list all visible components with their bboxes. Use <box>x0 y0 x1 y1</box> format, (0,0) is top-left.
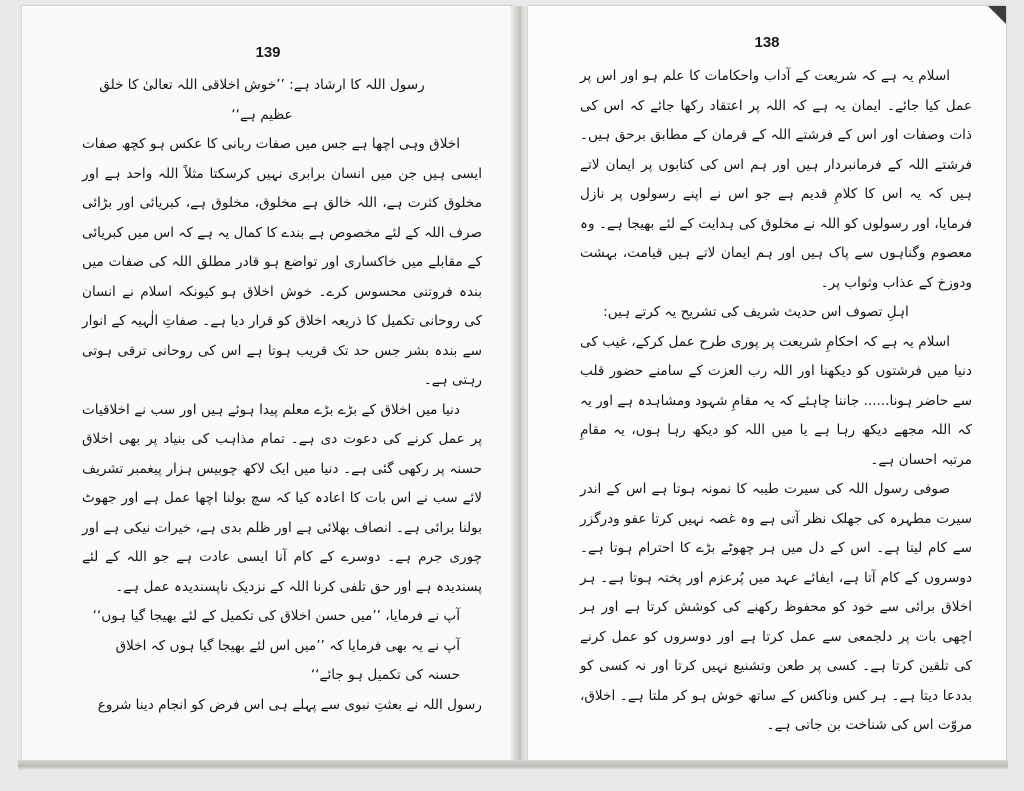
right-page-text <box>580 62 972 741</box>
quote: آپ نے فرمایا، ’’میں حسن اخلاق کی تکمیل کے لئے بھیجا گیا ہوں‘‘ <box>92 608 460 624</box>
page-number: 139 <box>255 44 281 61</box>
left-page <box>22 6 514 764</box>
paragraph: رسول اللہ کا ارشاد ہے: ’’خوش اخلاقی اللہ تعالیٰ کا خلق عظیم ہے‘‘ <box>99 77 425 123</box>
paragraph: صوفی رسول اللہ کی سیرت طیبہ کا نمونہ ہوتا ہے اس کے اندر سیرت مطہرہ کی جھلک نظر آتی ہے وہ غصہ نہیں کرتا عفو ودرگزر سے کام لیتا ہے۔ اس کے دل میں ہر چھوٹے بڑے کا احترام ہوتا ہے۔ دوسروں کے کام آتا ہے، ایفائے عہد میں پُرعزم اور پختہ ہوتا ہے۔ ہر اخلاق برائی سے خود کو محفوظ رکھنے کی کوشش کرتا ہے اور ہر اچھی بات پر دلجمعی سے عمل کرتا ہے اور دوسروں کو عمل کرنے کی تلقین کرتا ہے۔ کسی پر طعن وتشنیع نہیں کرتا اور نہ کسی کو بددعا دیتا ہے۔ ہر کس وناکس کے ساتھ خوش ہو کر ملتا ہے۔ اخلاق، مروّت اس کی شناخت بن جاتی ہے۔ <box>580 481 972 733</box>
paragraph: اخلاق وہی اچھا ہے جس میں صفات ربانی کا عکس ہو کچھ صفات ایسی ہیں جن میں انسان برابری نہیں کرسکتا مثلاً اللہ واحد ہے اور مخلوق کثرت ہے، اللہ خالق ہے مخلوق، مخلوق ہے، کبریائی اور بڑائی صرف اللہ کے لئے مخصوص ہے بندے کا کمال یہ ہے کہ اس میں کبریائی کے مقابلے میں خاکساری اور تواضع ہو قادر مطلق اللہ کی صفات میں بندہ فروتنی محسوس کرے۔ خوش اخلاق ہو کیونکہ اسلام نے انسان کی روحانی تکمیل کا ذریعہ اخلاق کو قرار دیا ہے۔ صفاتِ الٰہیہ کے انوار سے بندہ بشر جس حد تک قریب ہوتا ہے اس کی روحانی ترقی ہوتی رہتی ہے۔ <box>82 136 482 388</box>
book-bottom-edge <box>18 760 1008 770</box>
section-heading: اہلِ تصوف اس حدیث شریف کی تشریح یہ کرتے ہیں: <box>603 304 909 320</box>
book-gutter <box>510 6 530 766</box>
paragraph: رسول اللہ نے بعثتِ نبوی سے پہلے ہی اس فرض کو انجام دینا شروع <box>97 696 482 713</box>
left-page-text <box>82 71 482 720</box>
page-number: 138 <box>754 34 780 51</box>
page-corner-shadow <box>988 6 1006 24</box>
right-page <box>528 6 1006 764</box>
quote: آپ نے یہ بھی فرمایا کہ ’’میں اس لئے بھیجا گیا ہوں کہ اخلاق حسنہ کی تکمیل ہو جائے‘‘ <box>115 637 460 683</box>
paragraph: دنیا میں اخلاق کے بڑے بڑے معلم پیدا ہوئے ہیں اور سب نے اخلاقیات پر عمل کرنے کی دعوت دی ہے۔ تمام مذاہب کی بنیاد پر بھی اخلاق حسنہ پر رکھی گئی ہے۔ دنیا میں ایک لاکھ چوبیس ہزار پیغمبر تشریف لائے سب نے اس بات کا اعادہ کیا کہ سچ بولنا اچھا عمل ہے اور جھوٹ بولنا برائی ہے۔ انصاف بھلائی ہے اور ظلم بدی ہے، خیرات نیکی ہے اور چوری جرم ہے۔ دوسرے کے کام آنا ایسی عادت ہے جو اللہ کے لئے پسندیدہ ہے اور حق تلفی کرنا اللہ کے نزدیک ناپسندیدہ عمل ہے۔ <box>82 401 482 595</box>
paragraph: اسلام یہ ہے کہ احکامِ شریعت پر پوری طرح عمل کرکے، غیب کی دنیا میں فرشتوں کو دیکھنا اور اللہ رب العزت کے سامنے حضور قلب سے حاضر ہونا...... جاننا چاہئے کہ یہ مقامِ شہود ومشاہدہ ہے اور یہ کہ اللہ مجھے دیکھ رہا ہے یا میں اللہ کو دیکھ رہا ہوں، یہ مقامِ مرتبہ احسان ہے۔ <box>580 333 972 468</box>
paragraph: اسلام یہ ہے کہ شریعت کے آداب واحکامات کا علم ہو اور اس پر عمل کیا جائے۔ ایمان یہ ہے کہ اللہ پر اعتقاد رکھا جائے کہ اس کی ذات وصفات اور اس کے فرشتے اللہ کے فرمان کے مطابق برحق ہیں۔ فرشتے اللہ کے فرمانبردار ہیں اور ہم اس کی کتابوں پر ایمان لاتے ہیں کہ یہ اس کا کلامِ قدیم ہے جو اس نے اپنے رسولوں پر نازل فرمایا، اور رسولوں کو اللہ نے مخلوق کی ہدایت کے لئے بھیجا ہے۔ وہ معصوم وگناہوں سے پاک ہیں اور ہم ایمان لاتے ہیں قیامت، بہشت ودوزخ کے عذاب وثواب پر۔ <box>580 68 972 291</box>
